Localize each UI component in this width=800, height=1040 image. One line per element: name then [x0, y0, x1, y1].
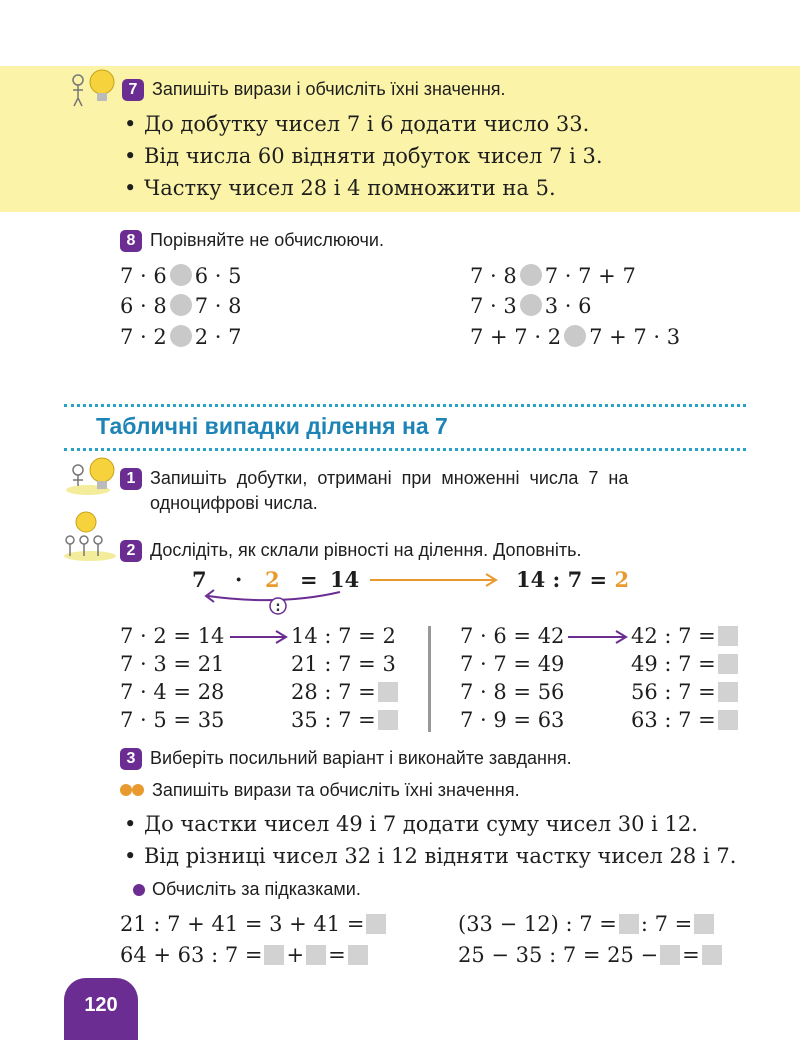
answer-box[interactable] [378, 710, 398, 730]
lightbulb-person-icon [64, 66, 120, 108]
div-equation: 42 : 7 = [631, 624, 740, 648]
compare-circle[interactable] [170, 294, 192, 316]
task7-item-3: • Частку чисел 28 і 4 помножити на 5. [124, 176, 556, 200]
answer-box[interactable] [378, 682, 398, 702]
demo-mult-dot: · [235, 567, 243, 592]
mult-equation: 7 · 3 = 21 [120, 652, 225, 676]
section-divider-bottom [64, 448, 746, 451]
div-equation: 49 : 7 = [631, 652, 740, 676]
task8-compare-row: 7 · 3 3 · 6 [470, 294, 592, 318]
task2-instruction: Дослідіть, як склали рівності на ділення. Доповніть. [150, 540, 582, 560]
answer-box[interactable] [348, 945, 368, 965]
task8-number-badge: 8 [120, 230, 142, 252]
demo-division: 14 : 7 = 2 [516, 567, 630, 592]
task8-compare-row: 6 · 8 7 · 8 [120, 294, 242, 318]
task3-number-badge: 3 [120, 748, 142, 770]
hint-expression: (33 − 12) : 7 = : 7 = [458, 912, 716, 936]
mult-equation: 7 · 7 = 49 [460, 652, 565, 676]
div-equation: 28 : 7 = [291, 680, 400, 704]
task7-item-1: • До добутку чисел 7 і 6 додати число 33. [124, 112, 590, 136]
demo-mult-product: 14 [330, 567, 360, 592]
task7-instruction: Запишіть вирази і обчисліть їхні значення. [152, 79, 506, 99]
svg-text::: : [275, 600, 281, 615]
mult-equation: 7 · 9 = 63 [460, 708, 565, 732]
task1-instruction-line2: одноцифрові числа. [150, 493, 318, 513]
task8-compare-row: 7 · 8 7 · 7 + 7 [470, 264, 636, 288]
answer-box[interactable] [619, 914, 639, 934]
hint-expression: 25 − 35 : 7 = 25 − = [458, 943, 724, 967]
compare-circle[interactable] [520, 264, 542, 286]
task3-item-2: • Від різниці чисел 32 і 12 відняти частку чисел 28 і 7. [124, 844, 737, 868]
task8-compare-row: 7 · 6 6 · 5 [120, 264, 242, 288]
hint-expression: 64 + 63 : 7 = + = [120, 943, 370, 967]
purple-arrow-icon [228, 627, 292, 647]
purple-curved-arrow-icon [200, 588, 350, 618]
answer-box[interactable] [306, 945, 326, 965]
div-equation: 21 : 7 = 3 [291, 652, 396, 676]
task8-compare-row: 7 · 2 2 · 7 [120, 325, 242, 349]
task7-number-badge: 7 [122, 79, 144, 101]
compare-circle[interactable] [520, 294, 542, 316]
task8-compare-row: 7 + 7 · 2 7 + 7 · 3 [470, 325, 681, 349]
section-divider-top [64, 404, 746, 407]
answer-box[interactable] [702, 945, 722, 965]
purple-arrow-icon [566, 627, 632, 647]
div-equation: 56 : 7 = [631, 680, 740, 704]
answer-box[interactable] [718, 710, 738, 730]
group-lightbulb-icon [62, 510, 122, 562]
answer-box[interactable] [718, 626, 738, 646]
task3-option2-label: Обчисліть за підказками. [152, 879, 361, 899]
mult-equation: 7 · 6 = 42 [460, 624, 565, 648]
two-orange-dots-icon [120, 783, 148, 797]
hint-expression: 21 : 7 + 41 = 3 + 41 = [120, 912, 388, 936]
answer-box[interactable] [264, 945, 284, 965]
column-divider [428, 626, 431, 732]
compare-circle[interactable] [564, 325, 586, 347]
answer-box[interactable] [718, 682, 738, 702]
purple-dot-icon [132, 883, 146, 897]
task7-item-2: • Від числа 60 відняти добуток чисел 7 і 3. [124, 144, 603, 168]
page-number: 120 [84, 994, 118, 1016]
task1-number-badge: 1 [120, 468, 142, 490]
task3-item-1: • До частки чисел 49 і 7 додати суму чисел 30 і 12. [124, 812, 698, 836]
compare-circle[interactable] [170, 264, 192, 286]
lightbulb-person-icon [64, 454, 120, 496]
compare-circle[interactable] [170, 325, 192, 347]
div-equation: 14 : 7 = 2 [291, 624, 396, 648]
task1-instruction-line1: Запишіть добутки, отримані при множенні числа 7 на [150, 468, 629, 488]
task8-instruction: Порівняйте не обчислюючи. [150, 230, 384, 250]
section-title: Табличні випадки ділення на 7 [96, 413, 448, 439]
demo-mult-a: 7 [192, 567, 207, 592]
answer-box[interactable] [366, 914, 386, 934]
div-equation: 35 : 7 = [291, 708, 400, 732]
mult-equation: 7 · 8 = 56 [460, 680, 565, 704]
demo-mult-b: 2 [265, 567, 280, 592]
mult-equation: 7 · 2 = 14 [120, 624, 225, 648]
task3-option1-label: Запишіть вирази та обчисліть їхні значення. [152, 780, 520, 800]
mult-equation: 7 · 4 = 28 [120, 680, 225, 704]
demo-mult-eq: = [300, 567, 318, 592]
answer-box[interactable] [694, 914, 714, 934]
task3-instruction: Виберіть посильний варіант і виконайте завдання. [150, 748, 572, 768]
orange-arrow-icon [366, 570, 506, 590]
div-equation: 63 : 7 = [631, 708, 740, 732]
task2-number-badge: 2 [120, 540, 142, 562]
mult-equation: 7 · 5 = 35 [120, 708, 225, 732]
answer-box[interactable] [718, 654, 738, 674]
answer-box[interactable] [660, 945, 680, 965]
